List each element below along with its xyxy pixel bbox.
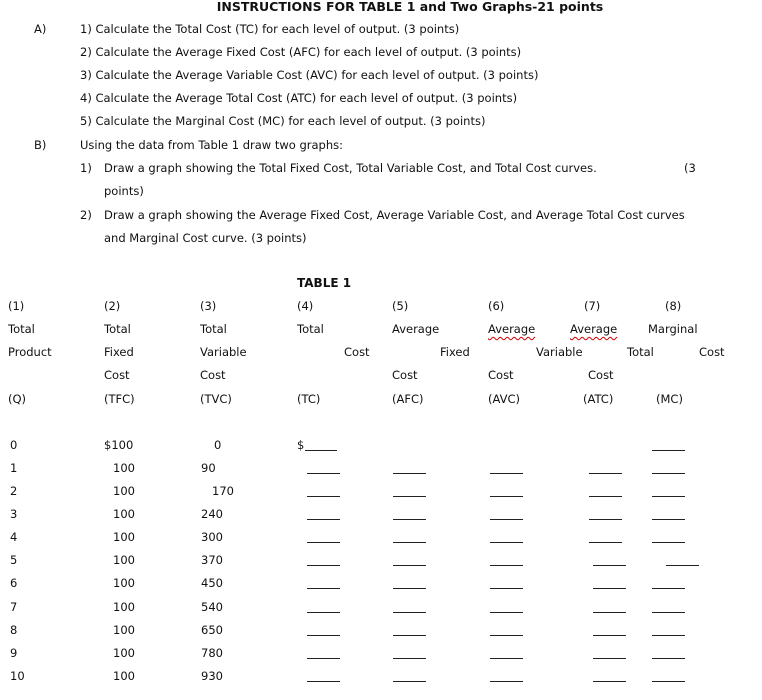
cell-tvc: 170 [212,484,234,498]
answer-blank [393,658,426,659]
answer-blank [490,542,523,543]
col-header: Average [570,322,618,336]
graph-item-text: Draw a graph showing the Average Fixed Cost, Average Variable Cost, and Average Total Cost curves [104,208,685,222]
instruction-item: 1) Calculate the Total Cost (TC) for each level of output. (3 points) [80,22,460,36]
cell-quantity: 9 [10,646,18,660]
cell-quantity: 2 [10,484,18,498]
instruction-item: 5) Calculate the Marginal Cost (MC) for each level of output. (3 points) [80,114,486,128]
col-header: Variable [536,345,583,359]
cell-quantity: 0 [10,438,18,452]
col-header: Average [392,322,440,336]
answer-blank [589,473,622,474]
answer-blank [393,681,426,682]
answer-blank [393,473,426,474]
col-header: Total [104,322,131,336]
cell-tfc: 100 [113,507,135,521]
cell-tfc: 100 [113,530,135,544]
col-header: Marginal [648,322,698,336]
answer-blank [652,658,685,659]
answer-blank [589,519,622,520]
answer-blank [490,681,523,682]
cell-quantity: 1 [10,461,18,475]
page-title: INSTRUCTIONS FOR TABLE 1 and Two Graphs-21 points [216,0,604,14]
col-abbrev: (TVC) [200,392,232,406]
answer-blank [490,588,523,589]
answer-blank-tc [305,450,337,451]
col-abbrev: (ATC) [583,392,614,406]
instruction-item: 3) Calculate the Average Variable Cost (AVC) for each level of output. (3 points) [80,68,539,82]
col-abbrev: (TFC) [104,392,135,406]
cell-quantity: 10 [10,669,25,683]
col-header: Product [8,345,52,359]
col-header: Cost [699,345,725,359]
answer-blank [490,473,523,474]
answer-blank [393,565,426,566]
col-number: (1) [8,299,25,313]
col-header: Total [200,322,227,336]
col-number: (6) [488,299,505,313]
col-header: Cost [588,368,614,382]
col-header: Variable [200,345,247,359]
answer-blank [393,542,426,543]
answer-blank [593,565,626,566]
col-number: (3) [200,299,217,313]
answer-blank [307,519,340,520]
answer-blank [593,635,626,636]
answer-blank [393,496,426,497]
cell-tfc: 100 [113,484,135,498]
col-abbrev: (AVC) [488,392,521,406]
col-abbrev: (TC) [297,392,321,406]
graph-item-points: (3 [684,161,696,175]
cell-tvc: 240 [201,507,223,521]
cell-tvc: 300 [201,530,223,544]
answer-blank [652,681,685,682]
col-header: Total [297,322,324,336]
col-header: Total [8,322,35,336]
cell-quantity: 7 [10,600,18,614]
section-a-label: A) [34,22,47,36]
answer-blank [490,635,523,636]
col-abbrev: (AFC) [392,392,424,406]
answer-blank [652,588,685,589]
answer-blank [652,542,685,543]
answer-blank [307,635,340,636]
cell-tfc: 100 [113,669,135,683]
cell-tvc: 650 [201,623,223,637]
answer-blank [652,496,685,497]
answer-blank [490,496,523,497]
graph-item-number: 1) [80,161,92,175]
answer-blank [593,658,626,659]
cell-quantity: 6 [10,576,18,590]
answer-blank [307,473,340,474]
cell-quantity: 4 [10,530,18,544]
answer-blank [589,542,622,543]
answer-blank [490,658,523,659]
cell-tvc: 90 [201,461,216,475]
col-header: Cost [392,368,418,382]
answer-blank [652,612,685,613]
cell-tvc: 540 [201,600,223,614]
col-abbrev: (MC) [656,392,683,406]
graph-item-number: 2) [80,208,92,222]
section-b-intro: Using the data from Table 1 draw two graphs: [80,138,343,152]
answer-blank [652,519,685,520]
graph-item-text: points) [104,184,144,198]
instruction-item: 2) Calculate the Average Fixed Cost (AFC) for each level of output. (3 points) [80,45,522,59]
cell-tfc: $100 [104,438,134,452]
cell-tfc: 100 [113,553,135,567]
col-header: Fixed [440,345,470,359]
answer-blank [393,612,426,613]
answer-blank [490,519,523,520]
col-abbrev: (Q) [8,392,27,406]
cell-tfc: 100 [113,576,135,590]
answer-blank [652,473,685,474]
instruction-item: 4) Calculate the Average Total Cost (ATC) for each level of output. (3 points) [80,91,518,105]
answer-blank [307,496,340,497]
cell-tvc: 0 [214,438,222,452]
cell-tfc: 100 [113,600,135,614]
answer-blank [593,588,626,589]
col-number: (7) [584,299,601,313]
table-caption: TABLE 1 [297,276,352,290]
col-header: Cost [200,368,226,382]
answer-blank [307,565,340,566]
answer-blank [307,658,340,659]
dollar-sign: $ [297,438,305,452]
cell-tfc: 100 [113,623,135,637]
answer-blank [393,588,426,589]
col-number: (4) [297,299,314,313]
col-header: Cost [344,345,370,359]
cell-tvc: 450 [201,576,223,590]
cell-tfc: 100 [113,646,135,660]
answer-blank [490,612,523,613]
cell-tvc: 780 [201,646,223,660]
cell-tvc: 370 [201,553,223,567]
col-header: Total [627,345,654,359]
answer-blank [593,681,626,682]
col-header: Fixed [104,345,134,359]
col-header: Cost [488,368,514,382]
cell-quantity: 5 [10,553,18,567]
answer-blank [307,681,340,682]
answer-blank [666,565,699,566]
answer-blank [307,588,340,589]
cell-tfc: 100 [113,461,135,475]
answer-blank-mc [652,450,685,451]
col-number: (8) [665,299,682,313]
col-number: (5) [392,299,409,313]
answer-blank [307,542,340,543]
graph-item-text: and Marginal Cost curve. (3 points) [104,231,307,245]
section-b-label: B) [34,138,47,152]
col-header: Average [488,322,536,336]
answer-blank [393,519,426,520]
answer-blank [490,565,523,566]
cell-quantity: 8 [10,623,18,637]
answer-blank [307,612,340,613]
cell-quantity: 3 [10,507,18,521]
answer-blank [593,612,626,613]
col-header: Cost [104,368,130,382]
cell-tvc: 930 [201,669,223,683]
col-number: (2) [104,299,121,313]
answer-blank [652,635,685,636]
answer-blank [589,496,622,497]
answer-blank [393,635,426,636]
graph-item-text: Draw a graph showing the Total Fixed Cost, Total Variable Cost, and Total Cost curves. [104,161,597,175]
